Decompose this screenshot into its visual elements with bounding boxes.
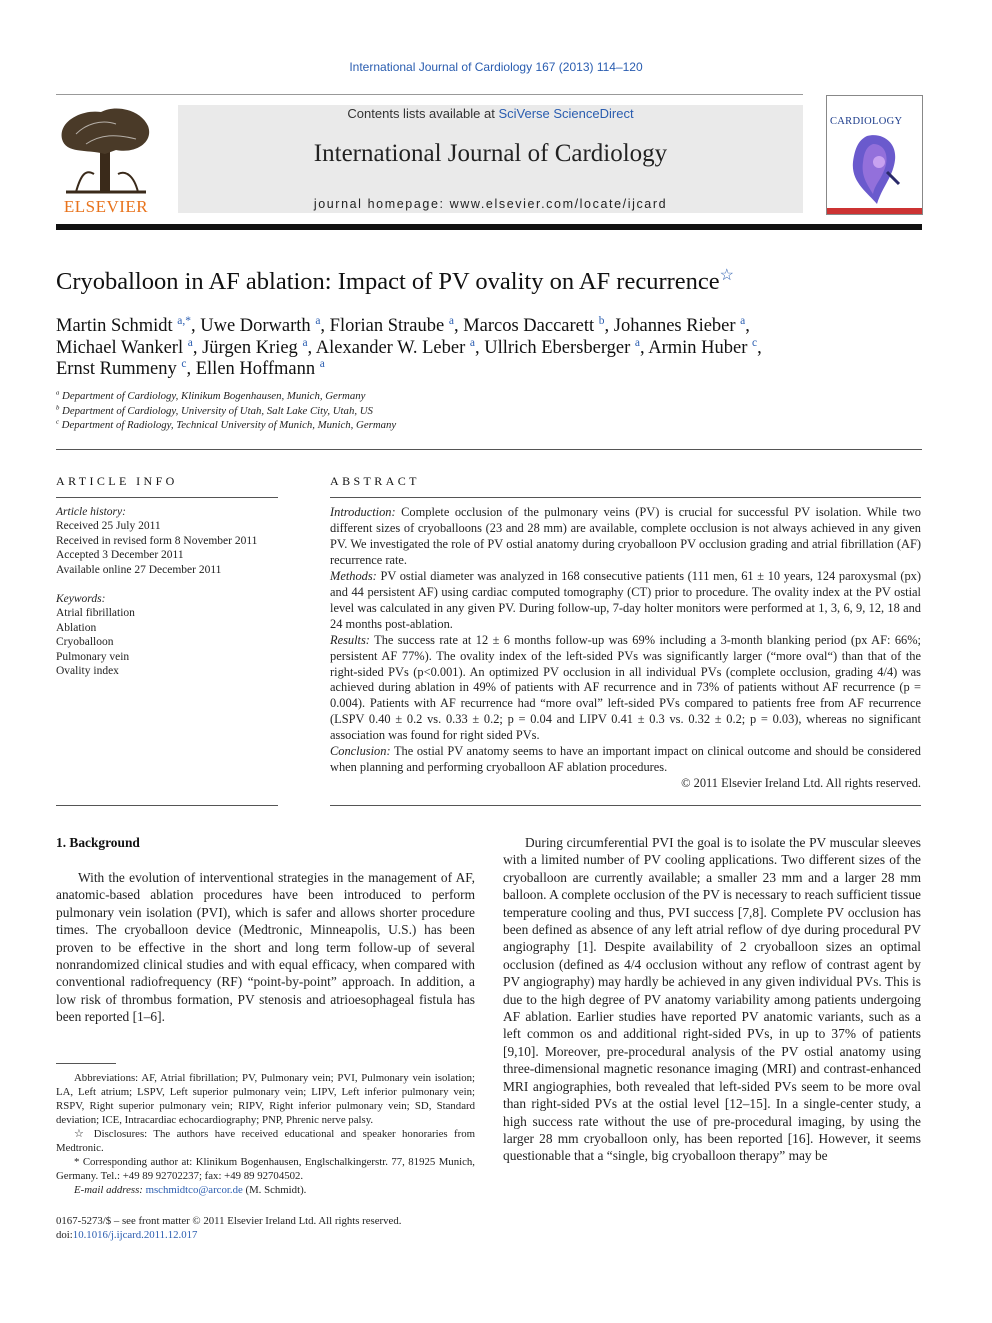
abstract-label: Conclusion: <box>330 744 391 759</box>
affiliation-text: Department of Cardiology, Klinikum Bogenhausen, Munich, Germany <box>62 390 366 402</box>
author-line <box>56 316 922 338</box>
email-label: E-mail address: <box>74 1184 143 1196</box>
author-line <box>56 359 922 381</box>
header-rule <box>56 94 803 95</box>
author-affiliation-mark[interactable]: b <box>598 314 605 327</box>
keywords <box>56 592 278 678</box>
issn-line: 0167-5273/$ – see front matter © 2011 Elsevier Ireland Ltd. All rights reserved. <box>56 1215 402 1227</box>
author-affiliation-mark[interactable]: c <box>752 336 758 349</box>
abstract-body <box>330 505 921 792</box>
history-item: Received 25 July 2011 <box>56 520 161 533</box>
article-info-rule <box>56 497 278 498</box>
elsevier-logo <box>56 104 156 216</box>
author-affiliation-mark[interactable]: a,* <box>177 314 191 327</box>
history-item: Accepted 3 December 2011 <box>56 549 184 562</box>
author-name: Armin Huber <box>648 337 748 358</box>
doi-prefix: doi: <box>56 1229 73 1241</box>
keyword: Atrial fibrillation <box>56 607 135 620</box>
author-affiliation-mark[interactable]: a <box>634 336 640 349</box>
author-name: Jürgen Krieg <box>202 337 298 358</box>
homepage-link[interactable]: www.elsevier.com/locate/ijcard <box>449 197 668 211</box>
author-separator: , <box>186 359 196 379</box>
footnote-email <box>56 1183 475 1197</box>
article-info-heading: ARTICLE INFO <box>56 474 178 488</box>
doi-link[interactable]: 10.1016/j.ijcard.2011.12.017 <box>72 1229 198 1241</box>
abstract-text: The ostial PV anatomy seems to have an important impact on clinical outcome and should be considered when planning and performing cryoballoon AF ablation procedures. <box>330 744 921 775</box>
author-affiliation-mark[interactable]: a <box>448 314 454 327</box>
abstract-introduction <box>330 505 921 569</box>
footnote-abbreviations: Abbreviations: AF, Atrial fibrillation; PV, Pulmonary vein; PVI, Pulmonary vein isolation; LA, Left atrium; LSPV, Left superior pulmonary vein; LIPV, Left inferior pulmonary vein; RSPV, Right superior pulmonary vein; RIPV, Right inferior pulmonary vein; SD, Standard deviation; ICE, Intracardiac echocardiography; PNP, Phrenic nerve palsy. <box>56 1072 475 1126</box>
abstract-text: The success rate at 12 ± 6 months follow-up was 69% including a 3-month blanking period (px AF: 66%; persistent AF 77%). The ovality index of the left-sided PVs was significantly larger (“more oval“) than that of the right-sided PVs (p<0.001). An optimized PV occlusion in all individual PVs (complete occlusion, grading 4/4) was achieved during ablation in 49% of patients with AF recurrence and in 73% of patients without AF recurrence (p = 0.004). Patients with AF recurrence had “more oval” left-sided PVs compared to patients free from AF recurrence (LSPV 0.40 ± 0.2 vs. 0.33 ± 0.2; p = 0.04 and LIPV 0.41 ± 0.3 vs. 0.32 ± 0.2; p = 0.03), whereas no significant association was found for right sided PVs. <box>330 632 921 743</box>
contents-prefix: Contents lists available at <box>347 106 495 121</box>
header-bar <box>56 224 922 230</box>
author-separator: , <box>453 316 464 336</box>
heart-illustration-icon <box>837 132 915 210</box>
history-item: Available online 27 December 2011 <box>56 563 222 576</box>
affiliation-b <box>56 405 373 417</box>
affiliation-c <box>56 419 396 431</box>
publisher-name: ELSEVIER <box>63 197 149 216</box>
body-paragraph: With the evolution of interventional strategies in the management of AF, anatomic-based ablation procedures have been introduced to perform pulmonary vein isolation (PVI), which is safer and allows shorter procedure times. The cryoballoon device (Medtronic, Minneapolis, U.S.) has been proven to be effective in the short and long term follow-up of several nonrandomized clinical studies and with equal efficacy, when compared with conventional radiofrequency (RF) “point-by-point” approach. In addition, a low risk of thrombus formation, PV stenosis and atrioesophageal fistula has been reported [1–6]. <box>56 870 475 1025</box>
author-name: Ernst Rummeny <box>56 359 177 379</box>
email-suffix: (M. Schmidt). <box>242 1184 307 1196</box>
abstract-conclusion <box>330 744 921 776</box>
abstract-copyright: © 2011 Elsevier Ireland Ltd. All rights reserved. <box>681 776 921 791</box>
author-name: Florian Straube <box>329 316 445 336</box>
email-link[interactable]: mschmidtco@arcor.de <box>145 1184 243 1196</box>
author-separator: , <box>640 337 649 358</box>
author-affiliation-mark[interactable]: a <box>740 314 746 327</box>
affiliation-mark: b <box>56 404 60 412</box>
affiliation-divider <box>56 449 922 450</box>
footnote-corresponding: * Corresponding author at: Klinikum Bogenhausen, Englschalkingerstr. 77, 81925 Munich, Germany. Tel.: +49 89 92702237; fax: +49 89 92704502. <box>56 1156 475 1182</box>
history-item: Received in revised form 8 November 2011 <box>56 534 258 547</box>
abstract-results <box>330 633 921 745</box>
keywords-label: Keywords: <box>56 593 106 605</box>
journal-homepage <box>178 197 803 211</box>
author-separator: , <box>307 337 316 358</box>
abstract-methods <box>330 569 921 633</box>
author-name: Marcos Daccarett <box>463 316 595 336</box>
body-right-column <box>503 834 921 1165</box>
sciencedirect-link[interactable]: SciVerse ScienceDirect <box>498 106 634 121</box>
journal-title: International Journal of Cardiology <box>313 140 668 167</box>
author-separator: , <box>474 337 485 358</box>
author-affiliation-mark[interactable]: a <box>187 336 193 349</box>
affiliation-mark: a <box>56 389 60 397</box>
author-affiliation-mark[interactable]: c <box>181 357 187 370</box>
author-name: Martin Schmidt <box>56 316 173 336</box>
author-separator: , <box>192 337 203 358</box>
affiliation-text: Department of Radiology, Technical University of Munich, Munich, Germany <box>61 419 397 431</box>
abstract-label: Introduction: <box>330 505 396 519</box>
affiliation-a <box>56 390 365 402</box>
abstract-label: Methods: <box>330 568 377 583</box>
body-paragraph: During circumferential PVI the goal is to isolate the PV muscular sleeves with a limited number of PV cooling applications. Two different sizes of the cryoballoon are currently available; a smaller 23 mm and a larger 28 mm balloon. A complete occlusion of the PV is necessary to reach sufficient tissue temperature cooling and thus, PVI success [7,8]. Complete PV occlusion has been defined as absence of any left atrial reflow of dye during procedural PV angiography [1]. Despite availability of 2 cryoballoon sizes an optimal occlusion (defined as 4/4 occlusion without any reflow of contrast agent by PV angiography) may hardly be achieved in any given individual PVs. This is due to the high degree of PV anatomy variability among patients undergoing AF ablation. Earlier studies have reported PV anatomic variants, such as a left common os and additional right-sided PVs, in up to 37% of patients [9,10]. Moreover, pre-procedural analysis of the PV ostial anatomy using three-dimensional magnetic resonance imaging (MRI) and contrast-enhanced MRI angiographies, both revealed that left-sided PVs seem to be more oval than right-sided PVs at the ostial level [12–15]. In a single-center study, a high success rate without the use of pre-procedural imaging, by using the larger 28 mm cryoballoon only, has been reported [16]. However, it seems questionable that a “single, big cryoballoon therapy” may be <box>503 835 921 1164</box>
abstract-text: PV ostial diameter was analyzed in 168 consecutive patients (111 men, 61 ± 10 years, 124 paroxysmal (px) and 44 persistent AF) using cardiac computed tomography (CT) prior to procedure. The ovality index at the PV ostial level was calculated in any given PV. During follow-up, 7-day holter monitors were performed at 1, 3, 6, 9, 12, 18 and 24 months post-ablation. <box>330 568 921 631</box>
author-name: Johannes Rieber <box>613 316 736 336</box>
keyword: Cryoballoon <box>56 636 114 649</box>
affiliation-text: Department of Cardiology, University of Utah, Salt Lake City, Utah, US <box>62 405 373 417</box>
author-name: Ullrich Ebersberger <box>484 337 631 358</box>
author-separator: , <box>604 316 614 336</box>
author-line <box>56 338 922 360</box>
affiliation-mark: c <box>56 418 59 426</box>
cover-stripe <box>827 208 922 214</box>
author-affiliation-mark[interactable]: a <box>319 357 325 370</box>
author-list <box>56 316 922 381</box>
article-title <box>56 268 922 296</box>
abstract-heading: ABSTRACT <box>330 474 420 488</box>
author-separator: , <box>757 337 762 358</box>
author-name: Uwe Dorwarth <box>200 316 311 336</box>
footnote-rule <box>56 1063 116 1064</box>
doi-line <box>56 1228 401 1242</box>
title-footnote-mark[interactable]: ☆ <box>719 266 734 284</box>
footnotes <box>56 1071 475 1197</box>
author-separator: , <box>320 316 330 336</box>
keyword: Ovality index <box>56 665 119 678</box>
author-name: Alexander W. Leber <box>315 337 466 358</box>
author-separator: , <box>745 316 750 336</box>
author-separator: , <box>190 316 201 336</box>
journal-cover <box>826 95 923 215</box>
author-name: Michael Wankerl <box>56 337 184 358</box>
section-heading: 1. Background <box>56 835 140 850</box>
body-left-column <box>56 869 475 1026</box>
footnote-disclosures: ☆ Disclosures: The authors have received educational and speaker honoraries from Medtronic. <box>56 1128 475 1154</box>
article-title-text: Cryoballoon in AF ablation: Impact of PV ovality on AF recurrence <box>56 268 720 295</box>
contents-line <box>178 106 803 121</box>
abstract-bottom-rule <box>330 805 921 806</box>
author-affiliation-mark[interactable]: a <box>315 314 321 327</box>
keyword: Pulmonary vein <box>56 650 130 663</box>
author-name: Ellen Hoffmann <box>195 359 316 379</box>
journal-reference[interactable]: International Journal of Cardiology 167 (2013) 114–120 <box>349 60 643 74</box>
abstract-rule <box>330 497 921 498</box>
author-affiliation-mark[interactable]: a <box>469 336 475 349</box>
homepage-prefix: journal homepage: <box>313 197 450 211</box>
abstract-label: Results: <box>330 632 370 647</box>
front-matter <box>56 1214 401 1242</box>
article-history <box>56 505 278 577</box>
abstract-text: Complete occlusion of the pulmonary veins (PV) is crucial for successful PV isolation. While two different sizes of cryoballoons (23 and 28 mm) are available, complete occlusion is not always achieved in any given PV. We investigated the role of PV ostial anatomy during cryoballoon PV occlusion grading and atrial fibrillation (AF) recurrence rate. <box>330 505 921 567</box>
keyword: Ablation <box>56 621 97 634</box>
article-info-bottom-rule <box>56 805 278 806</box>
history-label: Article history: <box>56 506 126 518</box>
author-affiliation-mark[interactable]: a <box>302 336 308 349</box>
cover-title: CARDIOLOGY <box>830 116 903 127</box>
